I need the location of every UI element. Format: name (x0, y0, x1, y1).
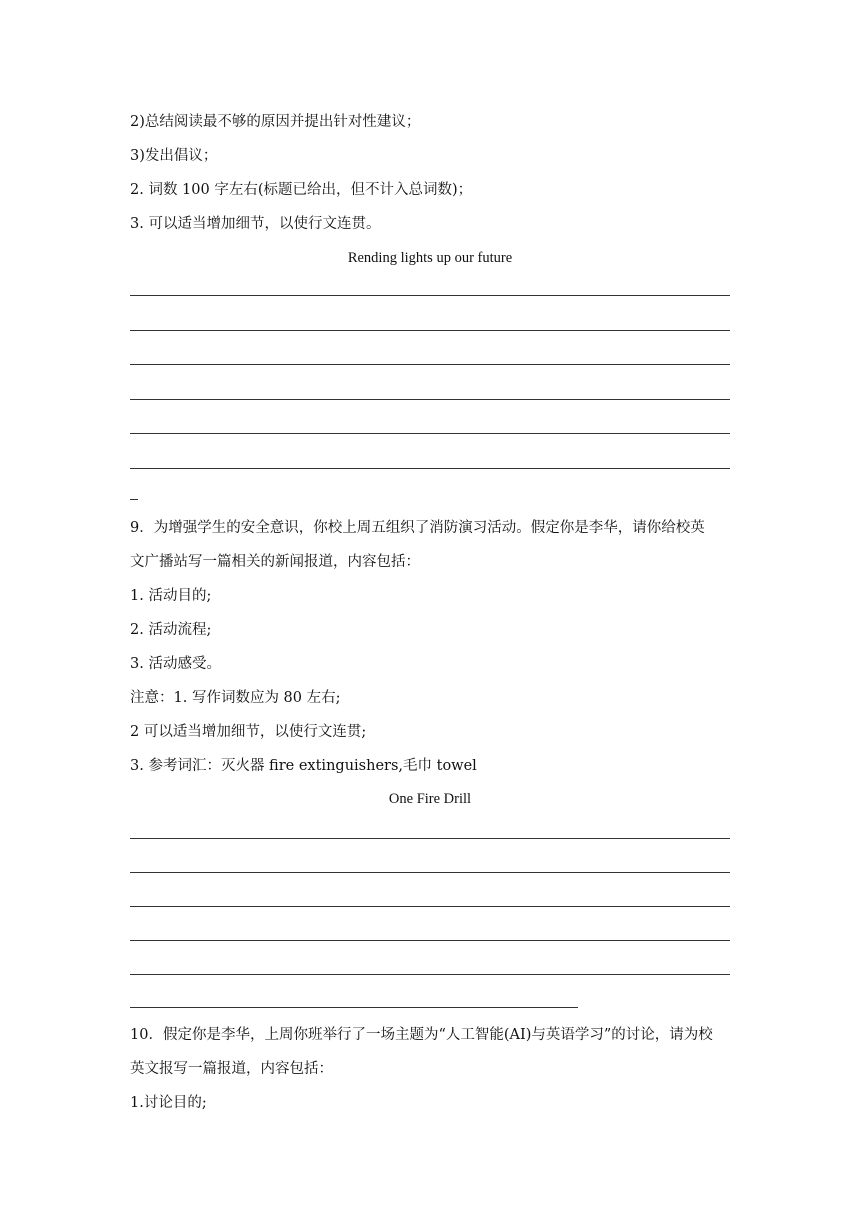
question-9-item-3: 3. 活动感受。 (130, 656, 221, 672)
note-word-count: 2. 词数 100 字左右(标题已给出，但不计入总词数)； (130, 182, 473, 198)
writing-line[interactable] (130, 295, 730, 296)
question-9-note-2: 2 可以适当增加细节，以使行文连贯; (130, 724, 367, 740)
writing-line[interactable] (130, 330, 730, 331)
requirement-2: 2)总结阅读最不够的原因并提出针对性建议； (130, 114, 421, 130)
writing-line[interactable] (130, 433, 730, 434)
note-details: 3. 可以适当增加细节，以使行文连贯。 (130, 216, 381, 232)
essay-title-9: One Fire Drill (388, 791, 472, 807)
question-10-prompt: 10．假定你是李华，上周你班举行了一场主题为“人工智能(AI)与英语学习”的讨论，请为校 (130, 1027, 713, 1043)
writing-line[interactable] (130, 364, 730, 365)
question-10-prompt-cont: 英文报写一篇报道，内容包括： (130, 1061, 333, 1077)
question-10-item-1: 1.讨论目的; (130, 1095, 207, 1111)
question-9-prompt: 9．为增强学生的安全意识，你校上周五组织了消防演习活动。假定你是李华，请你给校英 (130, 520, 705, 536)
writing-line-end (130, 499, 138, 500)
writing-line[interactable] (130, 974, 730, 975)
writing-line[interactable] (130, 940, 730, 941)
writing-line[interactable] (130, 1007, 578, 1008)
writing-line[interactable] (130, 906, 730, 907)
writing-line[interactable] (130, 838, 730, 839)
essay-title-8: Rending lights up our future (347, 250, 513, 266)
question-9-item-2: 2. 活动流程; (130, 622, 212, 638)
question-9-item-1: 1. 活动目的; (130, 588, 212, 604)
writing-line[interactable] (130, 468, 730, 469)
question-9-prompt-cont: 文广播站写一篇相关的新闻报道，内容包括： (130, 554, 420, 570)
question-9-note-1: 注意：1. 写作词数应为 80 左右; (130, 690, 341, 706)
question-9-note-3: 3. 参考词汇：灭火器 fire extinguishers,毛巾 towel (130, 758, 477, 774)
writing-line[interactable] (130, 399, 730, 400)
writing-line[interactable] (130, 872, 730, 873)
requirement-3: 3)发出倡议； (130, 148, 218, 164)
